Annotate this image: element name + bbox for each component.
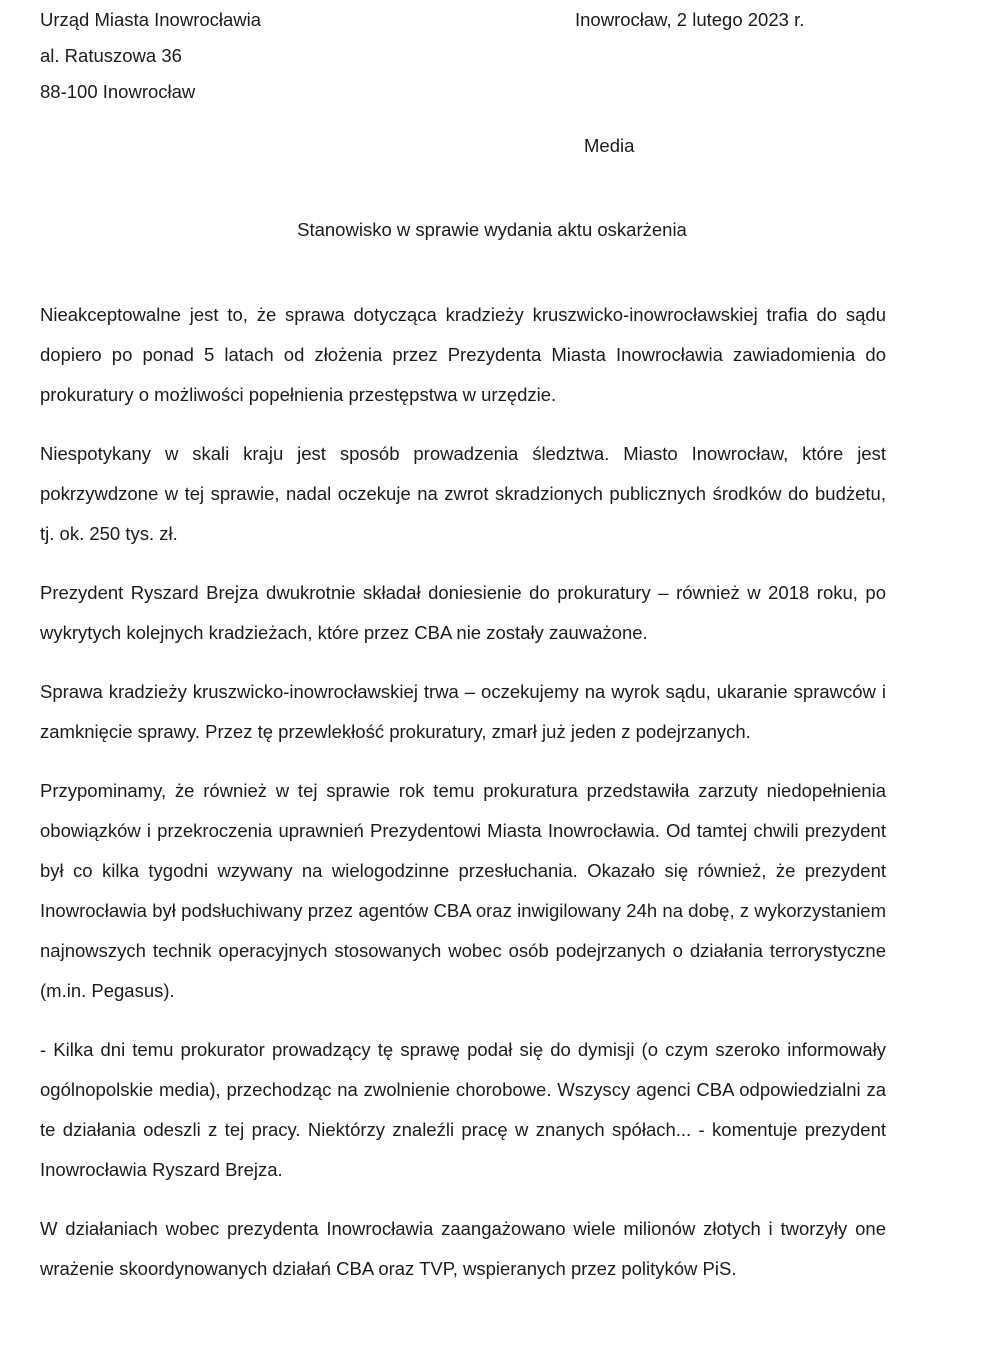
paragraph: - Kilka dni temu prokurator prowadzący tę sprawę podał się do dymisji (o czym szeroko informowały ogólnopolskie media), przechodząc na zwolnienie chorobowe. Wszyscy agenci CBA odpowiedzialni za te działania odeszli z tej pracy. Niektórzy znaleźli pracę w znanych spółach... - komentuje prezydent Inowrocławia Ryszard Brejza.: [40, 1039, 886, 1180]
document-title: Stanowisko w sprawie wydania aktu oskarżenia: [297, 219, 687, 240]
sender-street: al. Ratuszowa 36: [40, 45, 182, 66]
sender-name: Urząd Miasta Inowrocławia: [40, 9, 262, 30]
paragraph: Sprawa kradzieży kruszwicko-inowrocławskiej trwa – oczekujemy na wyrok sądu, ukaranie sprawców i zamknięcie sprawy. Przez tę przewlekłość prokuratury, zmarł już jeden z podejrzanych.: [40, 681, 886, 742]
sender-postal-city: 88-100 Inowrocław: [40, 81, 196, 102]
date-line: Inowrocław, 2 lutego 2023 r.: [575, 9, 805, 30]
letterhead: [40, 2, 886, 110]
paragraph: Niespotykany w skali kraju jest sposób prowadzenia śledztwa. Miasto Inowrocław, które jest pokrzywdzone w tej sprawie, nadal oczekuje na zwrot skradzionych publicznych środków do budżetu, tj. ok. 250 tys. zł.: [40, 443, 886, 544]
paragraph: Prezydent Ryszard Brejza dwukrotnie składał doniesienie do prokuratury – również w 2018 roku, po wykrytych kolejnych kradzieżach, które przez CBA nie zostały zauważone.: [40, 582, 886, 643]
document-body: [40, 295, 886, 1289]
paragraph: W działaniach wobec prezydenta Inowrocławia zaangażowano wiele milionów złotych i tworzyły one wrażenie skoordynowanych działań CBA oraz TVP, wspieranych przez polityków PiS.: [40, 1218, 886, 1279]
paragraph: Nieakceptowalne jest to, że sprawa dotycząca kradzieży kruszwicko-inowrocławskiej trafia do sądu dopiero po ponad 5 latach od złożenia przez Prezydenta Miasta Inowrocławia zawiadomienia do prokuratury o możliwości popełnienia przestępstwa w urzędzie.: [40, 304, 886, 405]
recipient-label: Media: [584, 135, 635, 156]
paragraph: Przypominamy, że również w tej sprawie rok temu prokuratura przedstawiła zarzuty niedopełnienia obowiązków i przekroczenia uprawnień Prezydentowi Miasta Inowrocławia. Od tamtej chwili prezydent był co kilka tygodni wzywany na wielogodzinne przesłuchania. Okazało się również, że prezydent Inowrocławia był podsłuchiwany przez agentów CBA oraz inwigilowany 24h na dobę, z wykorzystaniem najnowszych technik operacyjnych stosowanych wobec osób podejrzanych o działania terrorystyczne (m.in. Pegasus).: [40, 780, 886, 1001]
